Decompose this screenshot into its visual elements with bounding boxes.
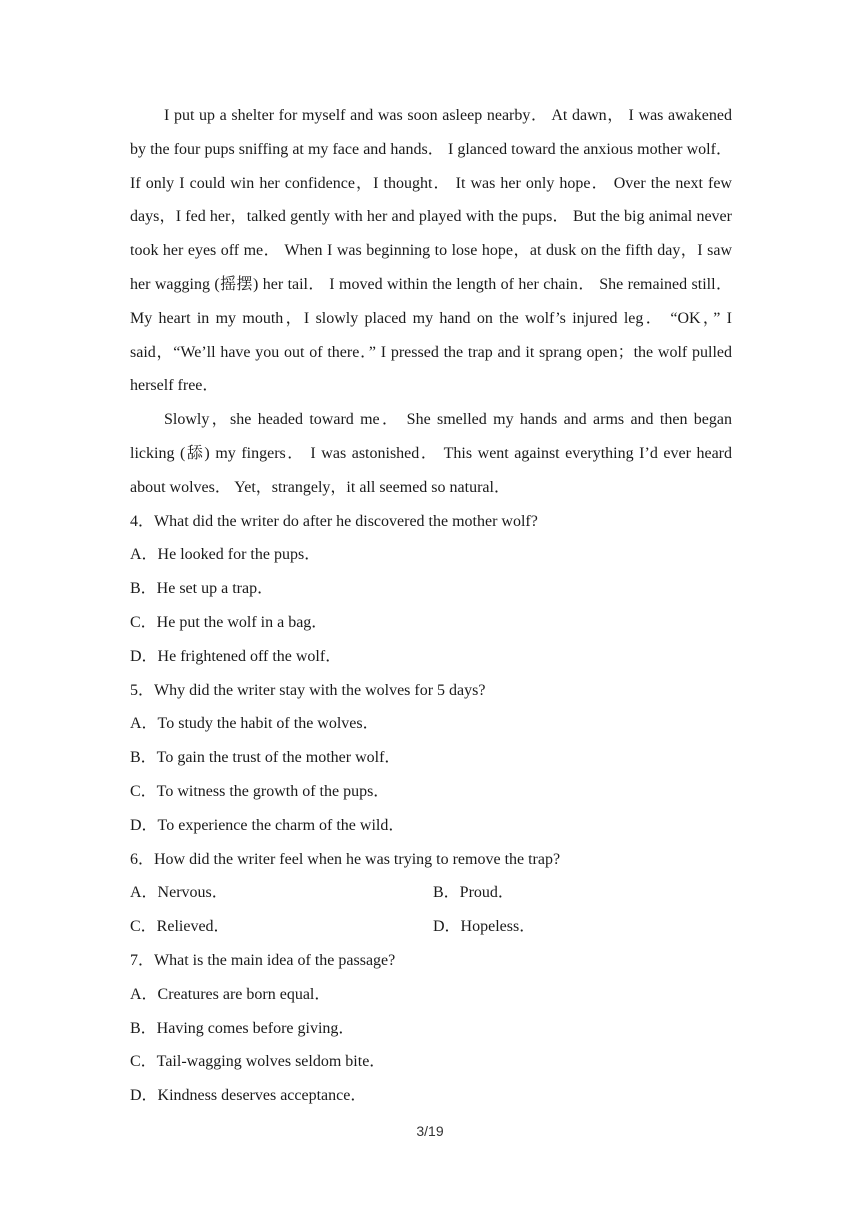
option-d: D．To experience the charm of the wild． — [130, 816, 405, 834]
option-d: D．Hopeless． — [433, 918, 536, 936]
passage-paragraph: I put up a shelter for myself and was soon asleep nearby． At dawn， I was awakened by the four pups sniffing at my face and hands． I glanced toward the anxious mother wolf． If only I could win her confidence，I thought． It was her only hope． Over the next few days，I fed her，talked gently with her and played with the pups． But the big animal never took her eyes off me． When I was beginning to lose hope，at dusk on the fifth day，I saw her wagging (摇摆) her tail． I moved within the length of her chain． She remained still． My heart in my mouth，I slowly placed my hand on the wolf’s injured leg． “OK，” I said，“We’ll have you out of there．” I pressed the trap and it sprang open；the wolf pulled herself free． — [130, 107, 732, 395]
option-a: A．To study the habit of the wolves． — [130, 715, 379, 733]
passage-paragraph: Slowly，she headed toward me． She smelled my hands and arms and then began licking (舔) my fingers． I was astonished． This went against everything I’d ever heard about wolves． Yet，strangely，it all seemed so natural． — [130, 411, 732, 496]
question-5 — [130, 674, 732, 843]
option-d: D．He frightened off the wolf． — [130, 647, 342, 665]
option-c: C．Tail-wagging wolves seldom bite． — [130, 1053, 386, 1071]
page-number: 3/19 — [416, 1123, 444, 1139]
option-b: B．Having comes before giving． — [130, 1019, 355, 1037]
option-b: B．Proud． — [433, 884, 514, 902]
option-b: B．To gain the trust of the mother wolf． — [130, 749, 401, 767]
option-row — [130, 876, 732, 910]
question-6 — [130, 843, 732, 944]
option-a: A．Nervous． — [130, 884, 228, 902]
question-stem: 4．What did the writer do after he discovered the mother wolf? — [130, 512, 538, 530]
option-b: B．He set up a trap． — [130, 580, 274, 598]
option-row — [130, 910, 732, 944]
question-stem: 7．What is the main idea of the passage? — [130, 951, 396, 969]
question-stem: 5．Why did the writer stay with the wolves for 5 days? — [130, 681, 486, 699]
question-stem: 6．How did the writer feel when he was trying to remove the trap? — [130, 850, 561, 868]
option-c: C．To witness the growth of the pups． — [130, 782, 390, 800]
option-a: A．He looked for the pups． — [130, 546, 321, 564]
document-page — [130, 99, 732, 1113]
option-c: C．Relieved． — [130, 918, 230, 936]
option-c: C．He put the wolf in a bag． — [130, 613, 328, 631]
option-a: A．Creatures are born equal． — [130, 985, 331, 1003]
question-4 — [130, 505, 732, 674]
question-7 — [130, 944, 732, 1113]
option-d: D．Kindness deserves acceptance． — [130, 1087, 367, 1105]
